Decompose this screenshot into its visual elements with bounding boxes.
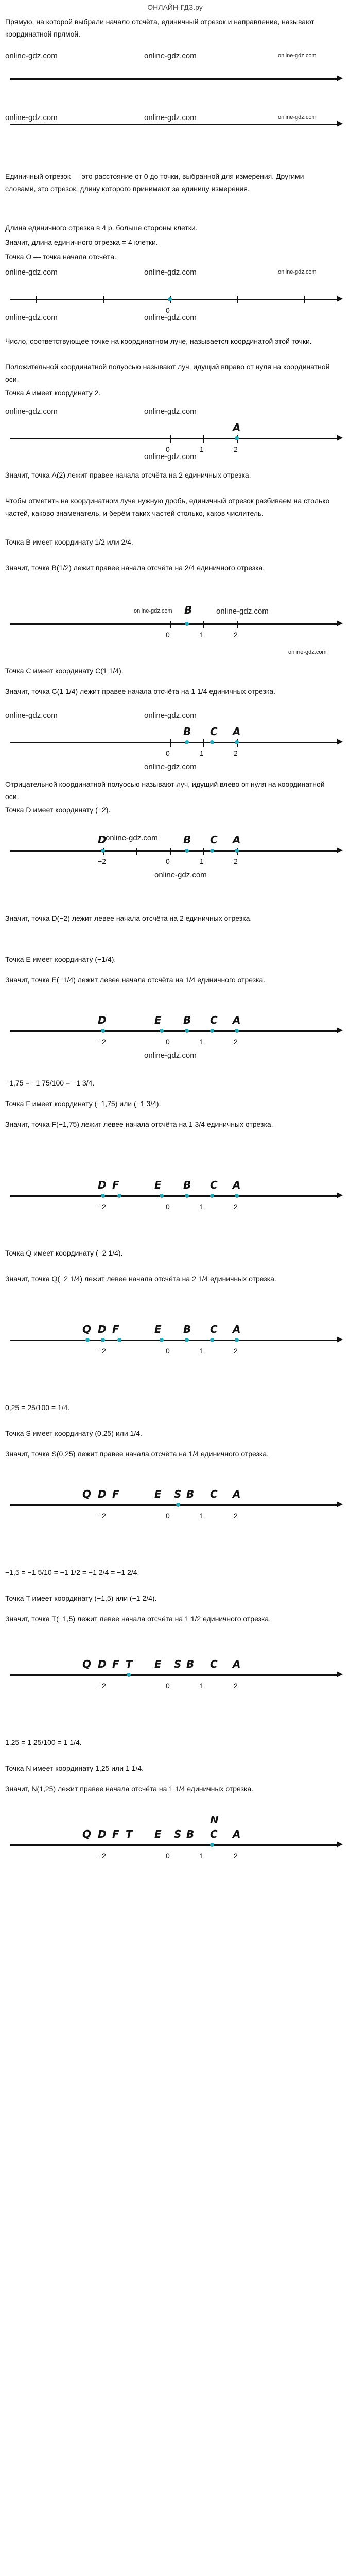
paragraph: Значит, точка D(−2) лежит левее начала отсчёта на 2 единичных отрезка. — [5, 914, 252, 922]
axis-points-DEBCA — [0, 999, 350, 1061]
point-A — [235, 1338, 239, 1342]
label-A: A — [233, 834, 241, 846]
label-E: E — [154, 1179, 162, 1191]
watermark: online-gdz.com — [134, 608, 172, 614]
axis-line — [10, 438, 340, 439]
point-D — [101, 849, 105, 853]
label-E: E — [154, 1828, 162, 1840]
point-B — [185, 1194, 189, 1198]
tick — [203, 848, 204, 855]
tick-label-two: 2 — [234, 1682, 238, 1690]
tick-label-one: 1 — [200, 1512, 204, 1520]
axis-line — [10, 124, 340, 125]
label-D: D — [98, 834, 107, 846]
arrow-icon — [337, 1841, 343, 1848]
point-D — [101, 1338, 105, 1342]
label-B: B — [184, 604, 192, 616]
paragraph: Число, соответствующее точке на координатном луче, называется координатой этой точки. — [5, 337, 312, 345]
axis-point-A — [0, 407, 350, 464]
paragraph: Точка E имеет координату (−1/4). — [5, 955, 116, 963]
axis-line — [10, 1340, 340, 1341]
tick-label-one: 1 — [200, 857, 204, 866]
point-C — [210, 1194, 214, 1198]
label-A: A — [233, 1179, 241, 1191]
arrow-icon — [337, 1192, 343, 1198]
tick-label-one: 1 — [200, 1202, 204, 1211]
watermark: online-gdz.com — [5, 268, 58, 277]
tick-label-one: 1 — [200, 1682, 204, 1690]
watermark: online-gdz.com — [144, 1051, 197, 1060]
point-O — [168, 297, 172, 301]
axis-line — [10, 299, 340, 300]
tick-label-one: 1 — [200, 631, 204, 639]
label-A: A — [233, 1014, 241, 1026]
point-C — [210, 849, 214, 853]
paragraph: Точка Q имеет координату (−2 1/4). — [5, 1249, 123, 1257]
arrow-icon — [337, 1336, 343, 1343]
tick-label-zero: 0 — [166, 1852, 170, 1860]
label-E: E — [154, 1323, 162, 1335]
label-D: D — [98, 1014, 107, 1026]
tick-label-two: 2 — [234, 631, 238, 639]
watermark: online-gdz.com — [5, 52, 58, 60]
point-A — [235, 740, 239, 744]
paragraph: Точка A имеет координату 2. — [5, 388, 101, 397]
label-N: N — [210, 1814, 219, 1826]
tick — [170, 435, 171, 443]
label-F: F — [112, 1179, 119, 1191]
arrow-icon — [337, 1027, 343, 1033]
tick-label-zero: 0 — [166, 1038, 170, 1046]
paragraph: Единичный отрезок — это расстояние от 0 до точки, выбранной для измерения. Другими словами, это отрезок, длину которого принимают за единицу измерения. — [5, 172, 304, 193]
point-B — [185, 1029, 189, 1033]
label-B: B — [186, 1828, 195, 1840]
watermark: online-gdz.com — [5, 711, 58, 720]
axis-line — [10, 623, 340, 625]
label-D: D — [98, 1323, 107, 1335]
label-B: B — [183, 1014, 191, 1026]
label-Q: Q — [82, 1488, 92, 1500]
label-A: A — [233, 421, 241, 434]
point-S — [176, 1503, 180, 1507]
site-header — [0, 0, 350, 14]
tick-label-one: 1 — [200, 445, 204, 453]
label-D: D — [98, 1658, 107, 1670]
point-B — [185, 622, 189, 626]
arrow-icon — [337, 121, 343, 127]
tick-label-zero: 0 — [166, 631, 170, 639]
axis-line — [10, 1030, 340, 1032]
paragraph: Точка N имеет координату 1,25 или 1 1/4. — [5, 1764, 144, 1772]
axis-line — [10, 1195, 340, 1197]
label-B: B — [183, 1323, 191, 1335]
paragraph: Значит, длина единичного отрезка = 4 клетки. — [5, 238, 158, 246]
label-T: T — [126, 1828, 133, 1840]
tick — [170, 621, 171, 628]
watermark: online-gdz.com — [278, 269, 317, 275]
tick — [304, 296, 305, 303]
point-C — [210, 740, 214, 744]
point-B — [185, 740, 189, 744]
paragraph: Точка F имеет координату (−1,75) или (−1 3/4). — [5, 1099, 161, 1108]
tick — [103, 296, 104, 303]
paragraph: 0,25 = 25/100 = 1/4. — [5, 1403, 70, 1412]
watermark: online-gdz.com — [144, 407, 197, 416]
tick-label-one: 1 — [200, 749, 204, 757]
point-A — [235, 849, 239, 853]
label-C: C — [210, 725, 218, 738]
site-title[interactable]: ОНЛАЙН-ГДЗ.ру — [147, 3, 203, 11]
axis-points-with-S — [0, 1473, 350, 1535]
arrow-icon — [337, 620, 343, 626]
tick — [170, 739, 171, 747]
paragraph: Значит, точка E(−1/4) лежит левее начала отсчёта на 1/4 единичного отрезка. — [5, 976, 266, 984]
watermark: online-gdz.com — [5, 407, 58, 416]
watermark: online-gdz.com — [144, 52, 197, 60]
tick-label-minus2: −2 — [98, 1038, 106, 1046]
label-A: A — [233, 1323, 241, 1335]
label-C: C — [210, 1323, 218, 1335]
paragraph: Значит, точка T(−1,5) лежит левее начала отсчёта на 1 1/2 единичного отрезка. — [5, 1615, 271, 1623]
arrow-icon — [337, 847, 343, 853]
watermark: online-gdz.com — [154, 871, 207, 879]
watermark: online-gdz.com — [106, 834, 158, 842]
paragraph: Значит, точка A(2) лежит правее начала отсчёта на 2 единичных отрезка. — [5, 471, 251, 479]
label-F: F — [112, 1658, 119, 1670]
point-F — [117, 1194, 121, 1198]
axis-line — [10, 78, 340, 80]
watermark: online-gdz.com — [144, 452, 197, 461]
label-E: E — [154, 1014, 162, 1026]
tick-label-minus2: −2 — [98, 1682, 106, 1690]
label-D: D — [98, 1488, 107, 1500]
label-F: F — [112, 1488, 119, 1500]
paragraph: Значит, точка C(1 1/4) лежит правее начала отсчёта на 1 1/4 единичных отрезка. — [5, 687, 276, 696]
paragraph: Значит, N(1,25) лежит правее начала отсчёта на 1 1/4 единичных отрезка. — [5, 1785, 254, 1793]
point-A — [235, 1194, 239, 1198]
point-N — [210, 1843, 214, 1847]
tick-label-minus2: −2 — [98, 1512, 106, 1520]
tick — [36, 296, 37, 303]
point-E — [160, 1338, 164, 1342]
tick — [237, 621, 238, 628]
label-Q: Q — [82, 1658, 92, 1670]
arrow-icon — [337, 296, 343, 302]
watermark: online-gdz.com — [144, 313, 197, 322]
paragraph: Значит, точка Q(−2 1/4) лежит левее начала отсчёта на 2 1/4 единичных отрезка. — [5, 1275, 276, 1283]
tick — [237, 296, 238, 303]
arrow-icon — [337, 435, 343, 441]
label-C: C — [210, 1179, 218, 1191]
label-D: D — [98, 1828, 107, 1840]
tick-label-one: 1 — [200, 1852, 204, 1860]
label-Q: Q — [82, 1828, 92, 1840]
tick-label-two: 2 — [234, 1512, 238, 1520]
label-B: B — [186, 1658, 195, 1670]
axis-line — [10, 1504, 340, 1506]
axis-points-DFEBCA — [0, 1164, 350, 1226]
tick-label-minus2: −2 — [98, 857, 106, 866]
paragraph: Значит, точка S(0,25) лежит правее начала отсчёта на 1/4 единичного отрезка. — [5, 1450, 269, 1458]
paragraph: 1,25 = 1 25/100 = 1 1/4. — [5, 1738, 82, 1747]
tick — [170, 848, 171, 855]
label-B: B — [183, 1179, 191, 1191]
axis-line — [10, 850, 340, 852]
label-E: E — [154, 1658, 162, 1670]
label-A: A — [233, 1828, 241, 1840]
watermark: online-gdz.com — [5, 113, 58, 122]
arrow-icon — [337, 75, 343, 81]
point-Q — [85, 1338, 90, 1342]
label-C: C — [210, 1828, 218, 1840]
tick-label-two: 2 — [234, 857, 238, 866]
paragraph: −1,75 = −1 75/100 = −1 3/4. — [5, 1079, 95, 1087]
axis-line — [10, 742, 340, 743]
axis-empty-2 — [0, 103, 350, 139]
watermark: online-gdz.com — [216, 607, 269, 616]
point-E — [160, 1029, 164, 1033]
watermark: online-gdz.com — [5, 313, 58, 322]
tick-label-minus2: −2 — [98, 1852, 106, 1860]
paragraph: Точка O — точка начала отсчёта. — [5, 252, 116, 261]
tick-label-zero: 0 — [166, 857, 170, 866]
tick-label-zero: 0 — [166, 749, 170, 757]
label-S: S — [174, 1658, 182, 1670]
paragraph: Значит, точка F(−1,75) лежит левее начала отсчёта на 1 3/4 единичных отрезка. — [5, 1120, 273, 1128]
arrow-icon — [337, 739, 343, 745]
tick — [203, 435, 204, 443]
paragraph: Значит, точка B(1/2) лежит правее начала отсчёта на 2/4 единичного отрезка. — [5, 564, 265, 572]
tick-label-two: 2 — [234, 1038, 238, 1046]
axis-points-with-T — [0, 1643, 350, 1705]
tick-label-minus2: −2 — [98, 1202, 106, 1211]
label-S: S — [174, 1488, 182, 1500]
label-B: B — [186, 1488, 195, 1500]
point-B — [185, 1338, 189, 1342]
axis-point-B — [0, 592, 350, 659]
label-A: A — [233, 1658, 241, 1670]
paragraph: Точка C имеет координату C(1 1/4). — [5, 667, 124, 675]
watermark: online-gdz.com — [144, 711, 197, 720]
axis-line — [10, 1674, 340, 1676]
label-F: F — [112, 1828, 119, 1840]
point-F — [117, 1338, 121, 1342]
watermark: online-gdz.com — [278, 53, 317, 59]
label-C: C — [210, 1488, 218, 1500]
paragraph: Точка S имеет координату (0,25) или 1/4. — [5, 1429, 142, 1437]
point-D — [101, 1029, 105, 1033]
label-E: E — [154, 1488, 162, 1500]
paragraph: Длина единичного отрезка в 4 р. больше стороны клетки. — [5, 224, 198, 232]
tick — [203, 739, 204, 747]
point-B — [185, 849, 189, 853]
point-C — [210, 1029, 214, 1033]
label-B: B — [183, 725, 191, 738]
label-C: C — [210, 1014, 218, 1026]
label-T: T — [126, 1658, 133, 1670]
point-A — [235, 436, 239, 440]
label-Q: Q — [82, 1323, 92, 1335]
arrow-icon — [337, 1671, 343, 1677]
tick-label-two: 2 — [234, 1852, 238, 1860]
axis-origin — [0, 268, 350, 325]
tick-label-zero: 0 — [166, 1202, 170, 1211]
label-D: D — [98, 1179, 107, 1191]
axis-line — [10, 1844, 340, 1846]
point-E — [160, 1194, 164, 1198]
paragraph: Отрицательной координатной полуосью называют луч, идущий влево от нуля на координатной оси. — [5, 780, 325, 801]
point-T — [127, 1673, 131, 1677]
paragraph: Точка T имеет координату (−1,5) или (−1 2/4). — [5, 1594, 157, 1602]
tick-label-two: 2 — [234, 1202, 238, 1211]
tick — [203, 621, 204, 628]
watermark: online-gdz.com — [144, 268, 197, 277]
label-B: B — [183, 834, 191, 846]
tick-label-zero: 0 — [166, 1682, 170, 1690]
tick-label-two: 2 — [234, 445, 238, 453]
tick-label-two: 2 — [234, 1347, 238, 1355]
tick — [136, 848, 137, 855]
tick-label-zero: 0 — [166, 306, 170, 314]
paragraph: Чтобы отметить на координатном луче нужную дробь, единичный отрезок разбиваем на столько частей, каково знаменатель, и берём таких частей столько, каков числитель. — [5, 497, 330, 517]
watermark: online-gdz.com — [278, 114, 317, 121]
axis-empty-1 — [0, 52, 350, 88]
point-C — [210, 1338, 214, 1342]
point-D — [101, 1194, 105, 1198]
arrow-icon — [337, 1501, 343, 1507]
paragraph: −1,5 = −1 5/10 = −1 1/2 = −1 2/4 = −1 2/4. — [5, 1568, 139, 1577]
watermark: online-gdz.com — [288, 649, 327, 655]
label-S: S — [174, 1828, 182, 1840]
point-A — [235, 1029, 239, 1033]
tick-label-one: 1 — [200, 1347, 204, 1355]
label-C: C — [210, 1658, 218, 1670]
axis-points-DBCA — [0, 819, 350, 881]
watermark: online-gdz.com — [144, 762, 197, 771]
tick-label-two: 2 — [234, 749, 238, 757]
axis-points-BCA — [0, 711, 350, 773]
watermark: online-gdz.com — [144, 113, 197, 122]
label-A: A — [233, 725, 241, 738]
paragraph: Точка B имеет координату 1/2 или 2/4. — [5, 538, 133, 546]
label-F: F — [112, 1323, 119, 1335]
label-C: C — [210, 834, 218, 846]
tick-label-zero: 0 — [166, 1512, 170, 1520]
paragraph: Точка D имеет координату (−2). — [5, 806, 111, 814]
axis-points-QDFEBCA — [0, 1309, 350, 1370]
tick-label-zero: 0 — [166, 1347, 170, 1355]
paragraph: Положительной координатной полуосью называют луч, идущий вправо от нуля на координатной оси. — [5, 363, 330, 383]
paragraph: Прямую, на которой выбрали начало отсчёта, единичный отрезок и направление, называют координатной прямой. — [5, 18, 314, 38]
tick-label-zero: 0 — [166, 445, 170, 453]
tick-label-one: 1 — [200, 1038, 204, 1046]
axis-points-with-N — [0, 1814, 350, 1875]
label-A: A — [233, 1488, 241, 1500]
tick-label-minus2: −2 — [98, 1347, 106, 1355]
